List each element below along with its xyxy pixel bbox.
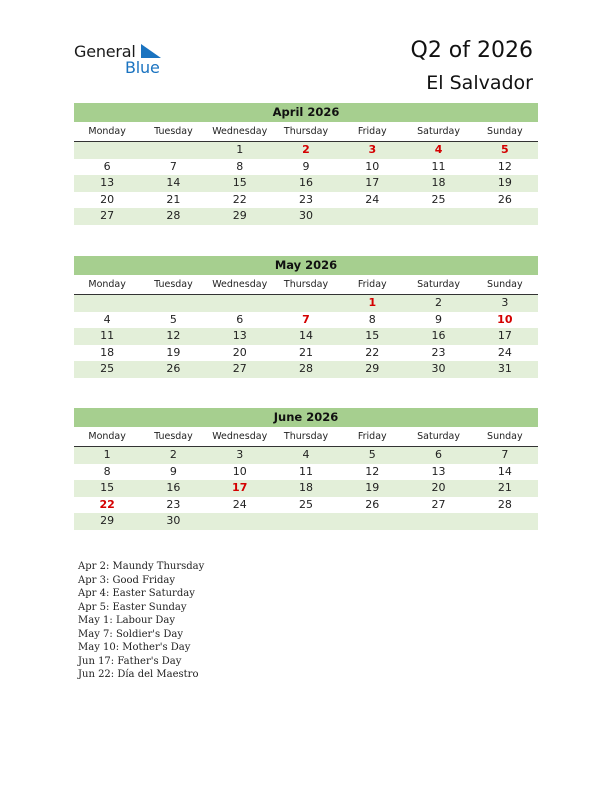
day-cell: 28	[166, 209, 181, 223]
day-cell	[140, 142, 206, 159]
day-cell: 4	[103, 312, 111, 326]
weekday-label: Friday	[357, 279, 387, 290]
week-row	[74, 312, 538, 329]
day-cell: 1	[368, 296, 377, 309]
logo-triangle-icon	[141, 44, 161, 58]
day-cell: 22	[99, 497, 115, 511]
day-cell: 15	[232, 176, 247, 190]
day-cell: 19	[365, 481, 380, 495]
day-cell: 17	[497, 329, 512, 343]
day-cell: 17	[232, 481, 248, 495]
week-row	[74, 208, 538, 225]
weekday-header-row	[74, 277, 538, 295]
month-header: June 2026	[74, 408, 538, 427]
day-cell: 25	[431, 192, 446, 206]
day-cell: 2	[169, 448, 177, 461]
weekday-label: Sunday	[487, 279, 523, 290]
day-cell: 30	[298, 209, 313, 223]
day-cell: 27	[100, 209, 115, 223]
day-cell: 22	[365, 345, 380, 359]
day-cell: 10	[232, 464, 247, 478]
week-row	[74, 513, 538, 530]
weekday-header-row	[74, 124, 538, 142]
day-cell: 29	[232, 209, 247, 223]
day-cell: 25	[298, 497, 313, 511]
holiday-note: May 1: Labour Day	[78, 615, 175, 626]
day-cell	[339, 513, 405, 530]
week-row	[74, 142, 538, 159]
day-cell: 21	[298, 345, 313, 359]
day-cell: 20	[232, 345, 247, 359]
day-cell: 19	[166, 345, 181, 359]
day-cell: 3	[368, 143, 377, 156]
day-cell: 14	[166, 176, 181, 190]
weekday-label: Thursday	[283, 126, 329, 137]
day-cell: 4	[302, 448, 310, 461]
day-cell: 9	[302, 159, 310, 173]
day-cell: 29	[365, 362, 380, 376]
weekday-label: Saturday	[417, 279, 460, 290]
day-cell: 5	[501, 143, 509, 156]
day-cell: 2	[302, 143, 310, 156]
day-cell: 13	[100, 176, 115, 190]
day-cell: 18	[298, 481, 313, 495]
week-row	[74, 464, 538, 481]
day-cell: 26	[365, 497, 380, 511]
week-row	[74, 175, 538, 192]
weekday-label: Monday	[88, 431, 126, 442]
day-cell: 2	[435, 296, 443, 309]
day-cell: 6	[435, 448, 443, 461]
weekday-label: Sunday	[487, 431, 523, 442]
day-cell: 24	[232, 497, 247, 511]
weekday-label: Tuesday	[154, 279, 193, 290]
weekday-label: Wednesday	[212, 126, 268, 137]
logo-general-text: General	[74, 42, 136, 61]
day-cell: 27	[232, 362, 247, 376]
day-cell	[140, 295, 206, 312]
weekday-label: Tuesday	[154, 126, 193, 137]
month-april	[74, 103, 538, 225]
weekday-label: Friday	[357, 431, 387, 442]
weekday-label: Monday	[88, 279, 126, 290]
weekday-header-row	[74, 429, 538, 447]
day-cell: 28	[298, 362, 313, 376]
day-cell: 12	[497, 159, 512, 173]
day-cell: 15	[365, 329, 380, 343]
holiday-note: Jun 17: Father's Day	[78, 655, 182, 667]
holiday-note: May 7: Soldier's Day	[78, 628, 183, 640]
day-cell: 23	[431, 345, 446, 359]
week-row	[74, 295, 538, 312]
day-cell	[207, 295, 273, 312]
day-cell: 14	[298, 329, 313, 343]
day-cell: 11	[431, 159, 446, 173]
day-cell: 24	[497, 345, 512, 359]
weekday-label: Sunday	[487, 126, 523, 137]
holiday-note: Apr 3: Good Friday	[78, 574, 176, 586]
day-cell: 23	[298, 192, 313, 206]
day-cell: 8	[368, 312, 376, 326]
day-cell: 27	[431, 497, 446, 511]
day-cell	[273, 513, 339, 530]
holiday-note: Apr 4: Easter Saturday	[78, 588, 195, 599]
day-cell: 22	[232, 192, 247, 206]
day-cell: 8	[103, 464, 111, 478]
day-cell	[207, 513, 273, 530]
holiday-notes	[78, 560, 204, 682]
weekday-label: Tuesday	[154, 431, 193, 442]
day-cell: 30	[431, 362, 446, 376]
day-cell: 7	[169, 159, 177, 173]
month-may	[74, 256, 538, 378]
day-cell: 9	[435, 312, 443, 326]
week-row	[74, 447, 538, 464]
day-cell	[74, 295, 140, 312]
day-cell: 21	[166, 192, 181, 206]
holiday-note: Apr 2: Maundy Thursday	[78, 561, 205, 572]
day-cell: 5	[169, 312, 177, 326]
day-cell: 21	[497, 481, 512, 495]
month-header: May 2026	[74, 256, 538, 275]
day-cell: 8	[236, 159, 244, 173]
weekday-label: Monday	[88, 126, 126, 137]
day-cell: 4	[434, 143, 443, 156]
day-cell: 12	[166, 329, 181, 343]
day-cell: 6	[236, 312, 244, 326]
day-cell: 19	[497, 176, 512, 190]
day-cell: 25	[100, 362, 115, 376]
day-cell: 7	[302, 312, 310, 326]
day-cell: 11	[298, 464, 313, 478]
week-row	[74, 192, 538, 209]
weekday-label: Saturday	[417, 431, 460, 442]
day-cell: 5	[368, 448, 376, 461]
day-cell: 17	[365, 176, 380, 190]
week-row	[74, 497, 538, 514]
page-title: Q2 of 2026	[410, 38, 533, 63]
weekday-label: Thursday	[283, 279, 329, 290]
weekday-label: Thursday	[283, 431, 329, 442]
day-cell: 10	[497, 312, 513, 326]
day-cell: 16	[431, 329, 446, 343]
day-cell: 26	[497, 192, 512, 206]
day-cell: 11	[100, 329, 115, 343]
weekday-label: Friday	[357, 126, 387, 137]
holiday-note: Apr 5: Easter Sunday	[78, 601, 187, 613]
logo	[74, 42, 174, 78]
day-cell: 16	[166, 481, 181, 495]
day-cell	[74, 142, 140, 159]
week-row	[74, 345, 538, 362]
day-cell	[273, 295, 339, 312]
day-cell: 20	[431, 481, 446, 495]
day-cell: 30	[166, 514, 181, 528]
day-cell: 9	[169, 464, 177, 478]
day-cell: 12	[365, 464, 380, 478]
day-cell: 26	[166, 362, 181, 376]
month-june	[74, 408, 538, 530]
week-row	[74, 159, 538, 176]
holiday-note: Jun 22: Día del Maestro	[78, 669, 199, 680]
day-cell: 24	[365, 192, 380, 206]
day-cell	[472, 208, 538, 225]
day-cell: 7	[501, 448, 509, 461]
day-cell: 1	[103, 448, 111, 461]
day-cell: 18	[100, 345, 115, 359]
day-cell: 15	[100, 481, 115, 495]
day-cell	[405, 208, 471, 225]
day-cell: 10	[365, 159, 380, 173]
weekday-label: Wednesday	[212, 431, 268, 442]
weekday-label: Wednesday	[212, 279, 268, 290]
day-cell: 18	[431, 176, 446, 190]
day-cell: 14	[497, 464, 512, 478]
day-cell: 13	[431, 464, 446, 478]
weekday-label: Saturday	[417, 126, 460, 137]
day-cell	[405, 513, 471, 530]
day-cell: 28	[497, 497, 512, 511]
day-cell: 3	[501, 296, 509, 309]
day-cell: 6	[103, 159, 111, 173]
country-name: El Salvador	[426, 72, 533, 94]
month-header: April 2026	[74, 103, 538, 122]
day-cell: 3	[236, 448, 244, 461]
day-cell: 23	[166, 497, 181, 511]
logo-blue-text: Blue	[125, 58, 160, 77]
day-cell: 1	[236, 143, 244, 156]
week-row	[74, 361, 538, 378]
week-row	[74, 480, 538, 497]
day-cell	[472, 513, 538, 530]
day-cell: 20	[100, 192, 115, 206]
holiday-note: May 10: Mother's Day	[78, 642, 191, 653]
day-cell	[339, 208, 405, 225]
day-cell: 29	[100, 514, 115, 528]
day-cell: 31	[497, 362, 512, 376]
day-cell: 16	[298, 176, 313, 190]
day-cell: 13	[232, 329, 247, 343]
week-row	[74, 328, 538, 345]
